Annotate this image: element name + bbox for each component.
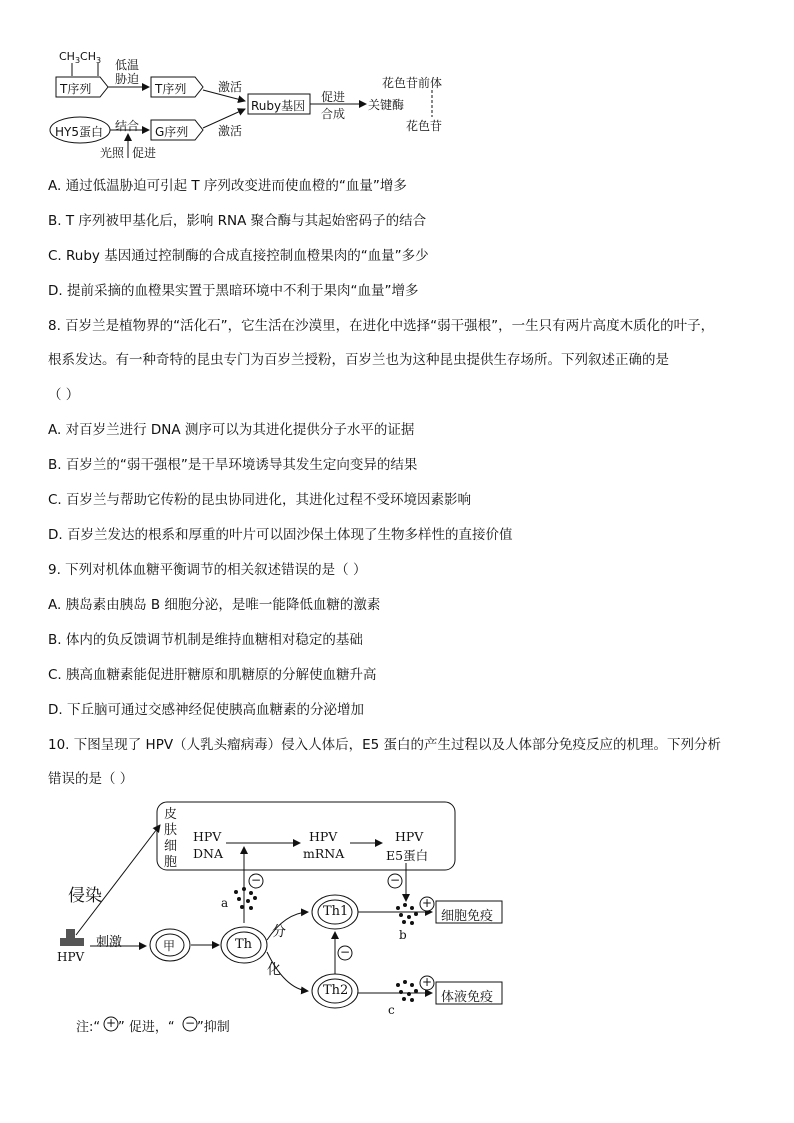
q9-stem: 9. 下列对机体血糖平衡调节的相关叙述错误的是（ ） — [48, 562, 367, 578]
note-suffix: ”抑制 — [197, 1020, 230, 1035]
anthocyanin-label: 花色苷 — [406, 119, 443, 133]
ruby-gene-label: Ruby基因 — [251, 99, 306, 113]
precursor-label: 花色苷前体 — [382, 76, 443, 90]
th1-label: Th1 — [323, 904, 349, 919]
skin-label-1: 皮 — [164, 807, 178, 822]
q8-option-c: C. 百岁兰与帮助它传粉的昆虫协同进化，其进化过程不受环境因素影响 — [48, 492, 472, 508]
promote-glyph-b: + — [422, 896, 433, 910]
low-temp-label: 低温 — [115, 58, 140, 72]
key-enzyme-label: 关键酶 — [368, 98, 405, 112]
molecule-a-label: a — [221, 896, 229, 910]
q9-option-a: A. 胰岛素由胰岛 B 细胞分泌，是唯一能降低血糖的激素 — [48, 597, 381, 613]
inhibit-glyph-a: − — [251, 873, 262, 887]
q8-stem-line1: 8. 百岁兰是植物界的“活化石”，它生活在沙漠里，在进化中选择“弱干强根”，一生只有两片高度木质化的叶子， — [48, 318, 715, 334]
stress-label: 胁迫 — [115, 72, 140, 86]
molecule-c-dots — [396, 980, 418, 1002]
hpv-dna-label-1: HPV — [193, 829, 222, 844]
q8-option-d: D. 百岁兰发达的根系和厚重的叶片可以固沙保土体现了生物多样性的直接价值 — [48, 527, 513, 543]
inhibit-glyph-th2: − — [340, 945, 351, 959]
promote-glyph-c: + — [422, 975, 433, 989]
hpv-icon-base — [60, 938, 84, 946]
light-promote-label: 促进 — [132, 146, 157, 160]
note-minus-glyph: − — [185, 1016, 196, 1030]
infect-label: 侵染 — [68, 886, 102, 906]
jia-label: 甲 — [163, 939, 176, 953]
infect-arrow — [76, 825, 160, 935]
hpv-label: HPV — [57, 950, 85, 964]
hpv-mrna-label-1: HPV — [309, 829, 338, 844]
th-label: Th — [235, 937, 253, 952]
fen-label: 分 — [272, 924, 286, 940]
molecule-b-label: b — [399, 928, 407, 942]
q8-stem-line2: 根系发达。有一种奇特的昆虫专门为百岁兰授粉，百岁兰也为这种昆虫提供生存场所。下列叙述正确的是 — [48, 352, 669, 368]
light-label: 光照 — [100, 146, 125, 160]
activate-label-1: 激活 — [218, 80, 243, 94]
hy5-label: HY5蛋白 — [55, 125, 103, 139]
q7-option-c: C. Ruby 基因通过控制酶的合成直接控制血橙果肉的“血量”多少 — [48, 248, 429, 264]
q9-option-b: B. 体内的负反馈调节机制是维持血糖相对稳定的基础 — [48, 632, 363, 648]
hpv-e5-label-2: E5蛋白 — [386, 848, 429, 863]
th2-label: Th2 — [323, 983, 349, 998]
note-mid: ” 促进，“ — [118, 1020, 175, 1035]
synthesis-label: 合成 — [321, 107, 346, 121]
hpv-e5-label-1: HPV — [395, 829, 424, 844]
q9-option-d: D. 下丘脑可通过交感神经促使胰高血糖素的分泌增加 — [48, 702, 364, 718]
promote-label: 促进 — [321, 90, 346, 104]
hpv-dna-label-2: DNA — [193, 846, 223, 861]
skin-label-3: 细 — [164, 839, 178, 854]
molecule-a-dots — [234, 887, 257, 910]
q8-paren: （ ） — [48, 387, 80, 403]
humoral-immunity-label: 体液免疫 — [441, 990, 494, 1005]
q7-option-a: A. 通过低温胁迫可引起 T 序列改变进而使血橙的“血量”增多 — [48, 178, 407, 194]
skin-label-4: 胞 — [164, 855, 178, 870]
t-sequence-2-label: T序列 — [155, 82, 187, 96]
stimulate-label: 刺激 — [96, 935, 123, 950]
molecule-b-dots — [396, 903, 418, 925]
note-prefix: 注:“ — [76, 1020, 101, 1035]
activate-label-2: 激活 — [218, 124, 243, 138]
q10-stem-line2: 错误的是（ ） — [48, 771, 134, 787]
diagram-ruby-regulation — [0, 0, 794, 170]
g-sequence-label: G序列 — [155, 125, 189, 139]
note-plus-glyph: + — [106, 1016, 117, 1030]
hpv-mrna-label-2: mRNA — [303, 846, 345, 861]
q8-option-b: B. 百岁兰的“弱干强根”是干旱环境诱导其发生定向变异的结果 — [48, 457, 418, 473]
bind-label: 结合 — [115, 119, 140, 133]
t-sequence-1-label: T序列 — [60, 82, 92, 96]
hua-label: 化 — [267, 962, 281, 978]
methyl-group-label: $CH_3CH_3$ — [59, 50, 102, 66]
diagram-hpv-immune — [0, 795, 794, 1045]
q9-option-c: C. 胰高血糖素能促进肝糖原和肌糖原的分解使血糖升高 — [48, 667, 377, 683]
cell-immunity-label: 细胞免疫 — [441, 909, 494, 924]
skin-label-2: 肤 — [164, 823, 178, 838]
inhibit-glyph-e5: − — [390, 873, 401, 887]
molecule-c-label: c — [388, 1003, 395, 1017]
hpv-icon-top — [66, 929, 75, 939]
q8-option-a: A. 对百岁兰进行 DNA 测序可以为其进化提供分子水平的证据 — [48, 422, 415, 438]
q10-stem-line1: 10. 下图呈现了 HPV（人乳头瘤病毒）侵入人体后，E5 蛋白的产生过程以及人体部分免疫反应的机理。下列分析 — [48, 737, 721, 753]
q7-option-b: B. T 序列被甲基化后，影响 RNA 聚合酶与其起始密码子的结合 — [48, 213, 427, 229]
q7-option-d: D. 提前采摘的血橙果实置于黑暗环境中不利于果肉“血量”增多 — [48, 283, 419, 299]
